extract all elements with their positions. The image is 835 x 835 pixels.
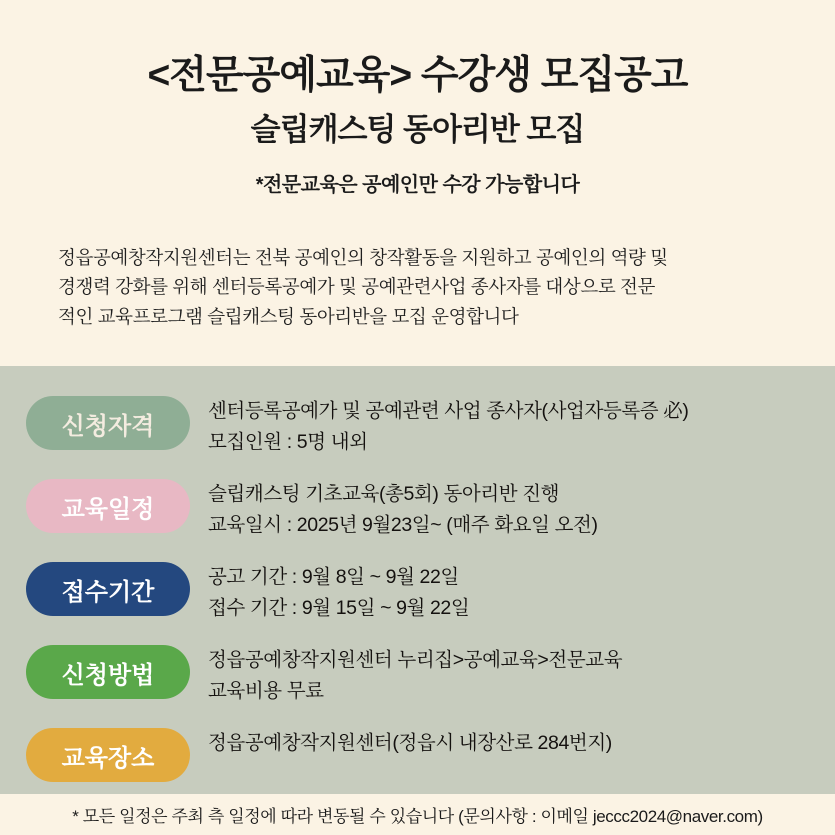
pill-label-location: 교육장소 [26, 728, 190, 782]
detail-line: 슬립캐스팅 기초교육(총5회) 동아리반 진행 [208, 483, 560, 506]
detail-text-qualification [208, 394, 688, 456]
poster-footer [0, 794, 835, 835]
detail-text-schedule [208, 477, 598, 539]
pill-label-schedule: 교육일정 [26, 479, 190, 533]
intro-line-2: 경쟁력 강화를 위해 센터등록공예가 및 공예관련사업 종사자를 대상으로 전문 [58, 276, 655, 298]
detail-text-application-period [208, 560, 469, 622]
detail-text-how-to-apply [208, 643, 622, 705]
eligibility-note: *전문교육은 공예인만 수강 가능합니다 [255, 173, 580, 196]
details-rows [0, 394, 835, 794]
pill-label-qualification: 신청자격 [26, 396, 190, 450]
detail-row [26, 560, 815, 628]
intro-line-1: 정읍공예창작지원센터는 전북 공예인의 창작활동을 지원하고 공예인의 역량 및 [58, 246, 668, 268]
detail-row [26, 643, 815, 711]
detail-line: 접수 기간 : 9월 15일 ~ 9월 22일 [208, 596, 470, 619]
detail-row [26, 394, 815, 462]
detail-line: 모집인원 : 5명 내외 [208, 430, 368, 453]
detail-row [26, 477, 815, 545]
detail-line: 교육비용 무료 [208, 679, 324, 702]
detail-line: 정읍공예창작지원센터 누리집>공예교육>전문교육 [208, 649, 623, 672]
page-title: <전문공예교육> 수강생 모집공고 [147, 54, 688, 97]
pill-label-application-period: 접수기간 [26, 562, 190, 616]
detail-line: 교육일시 : 2025년 9월23일~ (매주 화요일 오전) [208, 513, 598, 536]
intro-paragraph [58, 243, 777, 333]
detail-line: 정읍공예창작지원센터(정읍시 내장산로 284번지) [208, 732, 612, 755]
detail-row [26, 726, 815, 794]
poster-header [0, 0, 835, 332]
detail-line: 공고 기간 : 9월 8일 ~ 9월 22일 [208, 566, 459, 589]
detail-text-location [208, 726, 612, 758]
intro-line-3: 적인 교육프로그램 슬립캐스팅 동아리반을 모집 운영합니다 [58, 306, 519, 328]
footer-note: * 모든 일정은 주최 측 일정에 따라 변동될 수 있습니다 (문의사항 : 이메일 jeccc2024@naver.com) [72, 807, 763, 827]
detail-line: 센터등록공예가 및 공예관련 사업 종사자(사업자등록증 必) [208, 400, 689, 423]
details-section [0, 366, 835, 794]
page-subtitle: 슬립캐스팅 동아리반 모집 [250, 111, 585, 147]
pill-label-how-to-apply: 신청방법 [26, 645, 190, 699]
